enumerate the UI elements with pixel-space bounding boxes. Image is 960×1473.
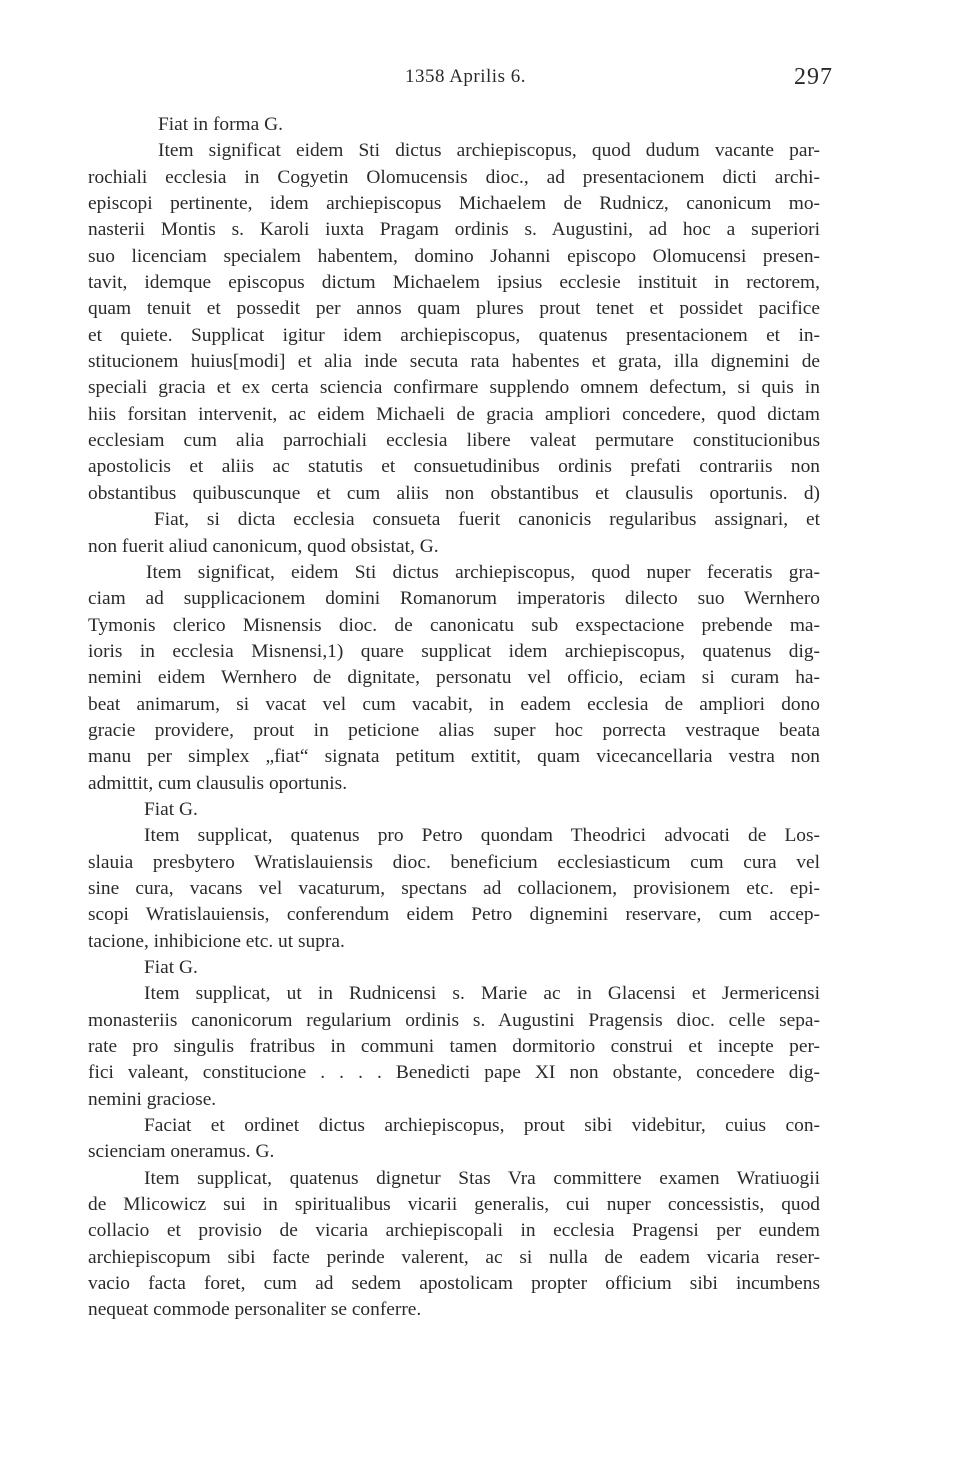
text-line: Fiat G.: [144, 957, 198, 978]
text-line: admittit, cum clausulis oportunis.: [88, 772, 348, 794]
text-line: rochiali ecclesia in Cogyetin Olomucensis dioc., ad presentacionem dicti archi-: [88, 166, 820, 188]
text-line: Item significat eidem Sti dictus archiepiscopus, quod dudum vacante par-: [158, 140, 820, 162]
text-line: Item supplicat, ut in Rudnicensi s. Marie ac in Glacensi et Jermericensi: [144, 983, 820, 1005]
text-line: scopi Wratislauiensis, conferendum eidem Petro dignemini reservare, cum accep-: [88, 904, 820, 926]
text-line: rate pro singulis fratribus in communi tamen dormitorio construi et incepte per-: [88, 1036, 820, 1058]
text-line: beat animarum, si vacat vel cum vacabit, in eadem ecclesia de ampliori dono: [88, 693, 820, 715]
text-line: quam tenuit et possedit per annos quam plures prout tenet et possidet pacifice: [88, 298, 820, 320]
text-line: vacio facta foret, cum ad sedem apostolicam propter officium sibi incumbens: [88, 1273, 820, 1295]
text-line: ioris in ecclesia Misnensi,1) quare supplicat idem archiepiscopus, quatenus dig-: [88, 640, 820, 662]
text-line: episcopi pertinente, idem archiepiscopus Michaelem de Rudnicz, canonicum mo-: [88, 193, 820, 215]
text-line: collacio et provisio de vicaria archiepiscopali in ecclesia Pragensi per eundem: [88, 1220, 820, 1242]
text-line: fici valeant, constitucione . . . . Benedicti pape XI non obstante, concedere dig-: [88, 1062, 820, 1084]
text-line: archiepiscopum sibi facte perinde valerent, ac si nulla de eadem vicaria reser-: [88, 1246, 820, 1268]
text-line: hiis forsitan intervenit, ac eidem Michaeli de gracia ampliori concedere, quod dictam: [88, 403, 820, 425]
running-head: [0, 66, 960, 96]
text-line: Fiat in forma G.: [158, 114, 283, 135]
text-line: Faciat et ordinet dictus archiepiscopus, prout sibi videbitur, cuius con-: [144, 1115, 820, 1137]
text-line: monasteriis canonicorum regularium ordinis s. Augustini Pragensis dioc. celle sepa-: [88, 1009, 820, 1031]
text-line: nemini graciose.: [88, 1088, 217, 1110]
text-line: manu per simplex „fiat“ signata petitum extitit, quam vicecancellaria vestra non: [88, 746, 820, 768]
text-line: non fuerit aliud canonicum, quod obsistat, G.: [88, 535, 439, 557]
text-line: nequeat commode personaliter se conferre.: [88, 1299, 422, 1321]
text-line: Item supplicat, quatenus pro Petro quondam Theodrici advocati de Los-: [144, 825, 820, 847]
text-line: ciam ad supplicacionem domini Romanorum imperatoris dilecto suo Wernhero: [88, 588, 820, 610]
text-line: sine cura, vacans vel vacaturum, spectans ad collacionem, provisionem etc. epi-: [88, 877, 820, 899]
text-line: apostolicis et aliis ac statutis et consuetudinibus ordinis prefati contrariis non: [88, 456, 820, 478]
text-line: slauia presbytero Wratislauiensis dioc. beneficium ecclesiasticum cum cura vel: [88, 851, 820, 873]
page-number: 297: [794, 64, 833, 90]
text-line: obstantibus quibuscunque et cum aliis non obstantibus et clausulis oportunis. d): [88, 482, 820, 504]
text-line: gracie providere, prout in peticione alias super hoc porrecta vestraque beata: [88, 719, 820, 741]
text-line: nasterii Montis s. Karoli iuxta Pragam ordinis s. Augustini, ad hoc a superiori: [88, 219, 820, 241]
text-line: nemini eidem Wernhero de dignitate, personatu vel officio, eciam si curam ha-: [88, 667, 820, 689]
body-text: [88, 112, 820, 1324]
text-line: Fiat G.: [144, 798, 198, 820]
text-line: stitucionem huius[modi] et alia inde secuta rata habentes et grata, illa dignemini de: [88, 351, 820, 373]
text-line: speciali gracia et ex certa sciencia confirmare supplendo omnem defectum, si quis in: [88, 377, 820, 399]
text-line: Fiat, si dicta ecclesia consueta fuerit canonicis regularibus assignari, et: [154, 509, 820, 531]
text-line: et quiete. Supplicat igitur idem archiepiscopus, quatenus presentacionem et in-: [88, 324, 820, 346]
text-line: ecclesiam cum alia parrochiali ecclesia libere valeat permutare constitucionibus: [88, 430, 820, 452]
text-line: suo licenciam specialem habentem, domino Johanni episcopo Olomucensi presen-: [88, 245, 820, 267]
text-line: de Mlicowicz sui in spiritualibus vicarii generalis, cui nuper concessistis, quod: [88, 1194, 820, 1216]
text-line: Item supplicat, quatenus dignetur Stas Vra committere examen Wratiuogii: [144, 1167, 820, 1189]
text-line: tavit, idemque episcopus dictum Michaelem ipsius ecclesie instituit in rectorem,: [88, 272, 820, 294]
text-line: scienciam oneramus. G.: [88, 1141, 275, 1163]
text-line: Item significat, eidem Sti dictus archiepiscopus, quod nuper feceratis gra-: [146, 561, 820, 583]
text-line: Tymonis clerico Misnensis dioc. de canonicatu sub exspectacione prebende ma-: [88, 614, 820, 636]
text-line: tacione, inhibicione etc. ut supra.: [88, 930, 345, 952]
running-head-date: 1358 Aprilis 6.: [405, 66, 526, 87]
